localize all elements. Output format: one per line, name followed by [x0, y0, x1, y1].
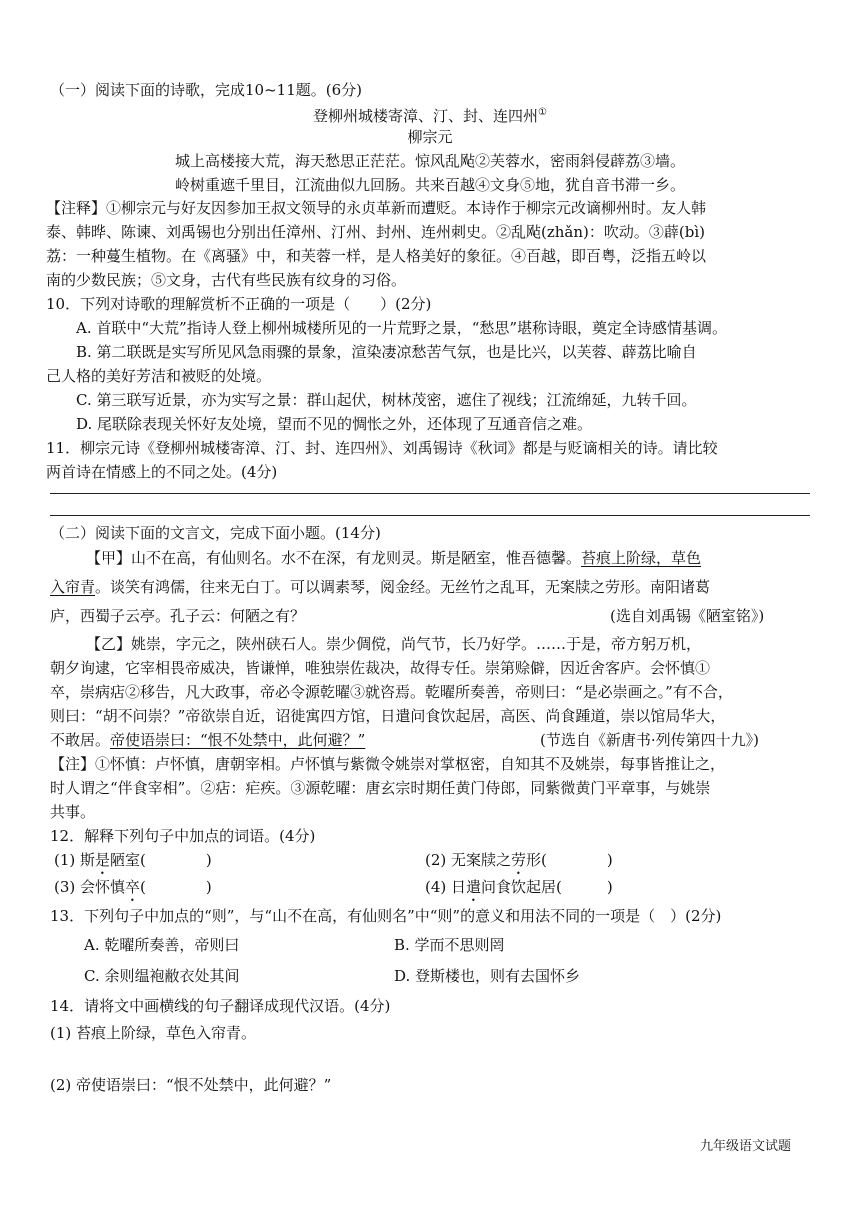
q12-text: (2) 无案牍之 — [425, 851, 512, 869]
yi-line: 【乙】姚崇，字元之，陕州硖石人。崇少倜傥，尚气节，长乃好学。……于是，帝方躬万机， — [86, 635, 702, 653]
yi-line: 朝夕询逮，它宰相畏帝威决，皆谦惮，唯独崇佐裁决，故得专任。崇第赊僻，因近舍客庐。会怀慎① — [50, 659, 711, 677]
q12-item-2 — [425, 850, 613, 878]
q12-text: (4) 日 — [425, 878, 467, 896]
note-line: 荔：一种蔓生植物。在《离骚》中，和芙蓉一样，是人格美好的象征。④百越，即百粤，泛指五岭以 — [46, 247, 707, 265]
q12-text: 陋室( ) — [110, 851, 212, 869]
q13-option-b: B. 学而不思则罔 — [394, 936, 505, 954]
yi-last-line — [50, 730, 365, 750]
note-line: 南的少数民族；⑤文身，古代有些民族有纹身的习俗。 — [46, 271, 407, 289]
jia-line-2 — [50, 577, 710, 597]
q12-dotted-word: 是 — [95, 851, 111, 869]
poem-line-1: 城上高楼接大荒，海天愁思正茫茫。惊风乱飐②芙蓉水，密雨斜侵薜荔③墙。 — [174, 152, 685, 170]
jia-source: (选自刘禹锡《陋室铭》) — [610, 607, 765, 625]
q10-option-a: A. 首联中“大荒”指诗人登上柳州城楼所见的一片荒野之景，“愁思”堪称诗眼，奠定全诗感情基调。 — [76, 319, 728, 337]
jia-line-3: 庐，西蜀子云亭。孔子云：何陋之有？ — [50, 607, 306, 625]
q10-option-c: C. 第三联写近景，亦为实写之景：群山起伏，树林茂密，遮住了视线；江流绵延，九转千回。 — [76, 391, 697, 409]
yi-line: 则曰：“胡不问崇？”帝欲崇自近，诏徙寓四方馆，日遣问食饮起居，高医、尚食踵道，崇以馆局华大， — [50, 707, 726, 725]
q10-option-b-cont: 己人格的美好芳洁和被贬的处境。 — [46, 367, 272, 385]
q10-option-d: D. 尾联除表现关怀好友处境，望而不见的惆怅之外，还体现了互通音信之难。 — [76, 415, 593, 433]
q12-item-1 — [54, 850, 212, 878]
q12-dotted-word: 劳 — [511, 851, 527, 869]
yi-text: 不敢居。 — [50, 731, 111, 749]
q13-option-a: A. 乾曜所奏善，帝则曰 — [84, 936, 240, 954]
question-12: 12．解释下列句子中加点的词语。(4分) — [50, 827, 316, 845]
answer-line — [50, 493, 810, 494]
poem-title — [0, 103, 860, 126]
q12-text: ( ) — [140, 878, 212, 896]
yi-source: (节选自《新唐书·列传第四十九》) — [540, 731, 759, 749]
q12-text: 形( ) — [526, 851, 613, 869]
page-footer: 九年级语文试题 — [700, 1139, 792, 1154]
q12-item-4 — [425, 877, 613, 905]
question-11: 11．柳宗元诗《登柳州城楼寄漳、汀、封、连四州》、刘禹锡诗《秋词》都是与贬谪相关的诗。请比较 — [46, 439, 718, 457]
zhu-line: 时人谓之“伴食宰相”。②痁：疟疾。③源乾曜：唐玄宗时期任黄门侍郎，同紫微黄门平章事，与姚崇 — [50, 779, 711, 797]
q12-text: (3) 会怀慎 — [54, 878, 126, 896]
q13-option-d: D. 登斯楼也，则有去国怀乡 — [394, 967, 581, 985]
zhu-line: 【注】①怀慎：卢怀慎，唐朝宰相。卢怀慎与紫微令姚崇对掌枢密，自知其不及姚崇，每事皆推让之， — [50, 755, 726, 773]
yi-underlined-text: 帝使语崇曰：“恨不处禁中，此何避？” — [110, 731, 366, 749]
answer-line — [50, 515, 810, 516]
question-13: 13．下列句子中加点的“则”，与“山不在高，有仙则名”中“则”的意义和用法不同的一项是（ ）(2分) — [50, 907, 722, 925]
section2-heading: （二）阅读下面的文言文，完成下面小题。(14分) — [50, 524, 381, 542]
poem-line-2: 岭树重遮千里目，江流曲似九回肠。共来百越④文身⑤地，犹自音书滞一乡。 — [174, 176, 685, 194]
section1-heading: （一）阅读下面的诗歌，完成10~11题。(6分) — [50, 81, 362, 99]
yi-line: 卒，崇病痁②移告，凡大政事，帝必令源乾曜③就咨焉。乾曜所奏善，帝则曰：“是必崇画之。”有不合， — [50, 683, 733, 701]
zhu-line: 共事。 — [50, 803, 96, 821]
note-line: 【注释】①柳宗元与好友因参加王叔文领导的永贞革新而遭贬。本诗作于柳宗元改谪柳州时。友人韩 — [46, 199, 707, 217]
q12-text: 问食饮起居( ) — [481, 878, 613, 896]
q12-dotted-word: 卒 — [125, 878, 141, 896]
note-line: 泰、韩晔、陈谏、刘禹锡也分别出任漳州、汀州、封州、连州刺史。②乱飐(zhǎn)：吹动。③薜(bì) — [46, 223, 705, 241]
poem-title-text: 登柳州城楼寄漳、汀、封、连四州 — [313, 107, 539, 125]
jia-text: 【甲】山不在高，有仙则名。水不在深，有龙则灵。斯是陋室，惟吾德馨。 — [86, 549, 582, 567]
q13-option-c: C. 余则缊袍敝衣处其间 — [84, 967, 240, 985]
question-11-cont: 两首诗在情感上的不同之处。(4分) — [46, 463, 278, 481]
q12-item-3 — [54, 877, 212, 905]
q14-item-1: (1) 苔痕上阶绿，草色入帘青。 — [50, 1024, 257, 1042]
q14-item-2: (2) 帝使语崇曰：“恨不处禁中，此何避？” — [50, 1076, 332, 1094]
question-10: 10．下列对诗歌的理解赏析不正确的一项是（ ）(2分) — [46, 295, 432, 313]
poem-author: 柳宗元 — [407, 128, 453, 146]
jia-underlined-text: 苔痕上阶绿，草色 — [581, 549, 702, 567]
jia-line-1 — [86, 548, 701, 568]
jia-text: 。谈笑有鸿儒，往来无白丁。可以调素琴，阅金经。无丝竹之乱耳，无案牍之劳形。南阳诸葛 — [95, 578, 711, 596]
jia-underlined-text: 入帘青 — [50, 578, 96, 596]
question-14: 14．请将文中画横线的句子翻译成现代汉语。(4分) — [50, 997, 391, 1015]
q12-dotted-word: 遣 — [466, 878, 482, 896]
q12-text: (1) 斯 — [54, 851, 96, 869]
q10-option-b: B. 第二联既是实写所见风急雨骤的景象，渲染凄凉愁苦气氛，也是比兴，以芙蓉、薜荔比喻自 — [76, 343, 697, 361]
poem-title-note: ① — [538, 107, 547, 118]
